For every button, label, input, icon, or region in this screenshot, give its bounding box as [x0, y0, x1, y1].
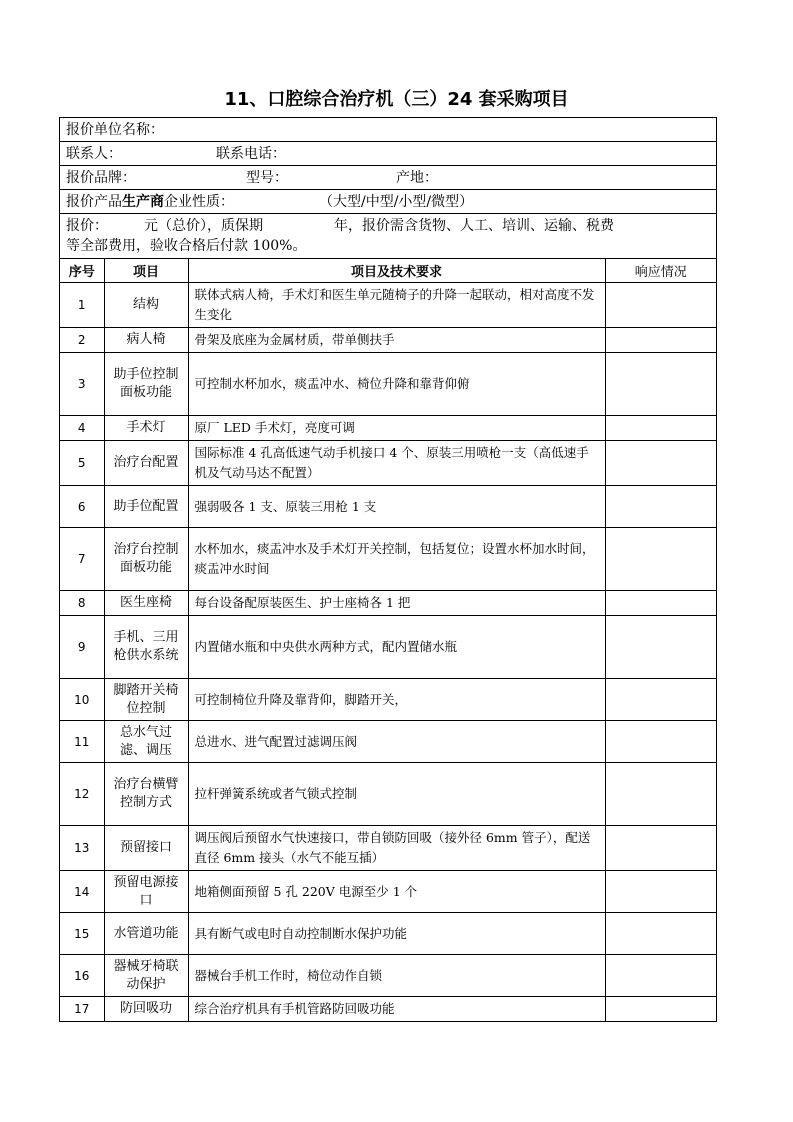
producer-prefix: 报价产品	[66, 194, 122, 210]
row-response[interactable]	[605, 486, 716, 528]
row-item: 总水气过滤、调压	[104, 721, 188, 763]
row-item: 预留接口	[104, 826, 188, 871]
row-no: 13	[60, 826, 104, 871]
header-item: 项目	[104, 259, 188, 283]
price-warranty: 元（总价），质保期	[144, 218, 263, 234]
row-requirement: 原厂 LED 手术灯，亮度可调	[188, 416, 605, 441]
page-title: 11、口腔综合治疗机（三）24 套采购项目	[224, 89, 569, 110]
contact-row	[60, 142, 716, 166]
row-item: 治疗台控制面板功能	[104, 528, 188, 591]
row-item: 结构	[104, 283, 188, 328]
row-no: 17	[60, 997, 104, 1022]
row-item: 器械牙椅联动保护	[104, 955, 188, 997]
row-requirement: 内置储水瓶和中央供水两种方式，配内置储水瓶	[188, 616, 605, 679]
row-no: 1	[60, 283, 104, 328]
table-row	[60, 486, 716, 528]
row-response[interactable]	[605, 721, 716, 763]
row-response[interactable]	[605, 416, 716, 441]
row-item: 预留电源接口	[104, 871, 188, 913]
row-response[interactable]	[605, 441, 716, 486]
row-item: 治疗台横臂控制方式	[104, 763, 188, 826]
table-row	[60, 328, 716, 353]
contact-label: 联系人：	[66, 146, 122, 162]
row-requirement: 水杯加水，痰盂冲水及手术灯开关控制，包括复位；设置水杯加水时间，痰盂冲水时间	[188, 528, 605, 591]
row-no: 6	[60, 486, 104, 528]
row-response[interactable]	[605, 826, 716, 871]
row-item: 防回吸功	[104, 997, 188, 1022]
row-item: 治疗台配置	[104, 441, 188, 486]
table-row	[60, 997, 716, 1022]
row-response[interactable]	[605, 871, 716, 913]
price-row	[60, 214, 716, 259]
row-item: 手术灯	[104, 416, 188, 441]
row-no: 11	[60, 721, 104, 763]
row-no: 10	[60, 679, 104, 721]
row-no: 7	[60, 528, 104, 591]
table-row	[60, 416, 716, 441]
producer-suffix: 企业性质：	[164, 194, 234, 210]
row-item: 医生座椅	[104, 591, 188, 616]
brand-row	[60, 166, 716, 190]
table-row	[60, 679, 716, 721]
table-row	[60, 528, 716, 591]
row-item: 助手位控制面板功能	[104, 353, 188, 416]
row-requirement: 调压阀后预留水气快速接口，带自锁防回吸（接外径 6mm 管子），配送直径 6mm 接头（水气不能互插）	[188, 826, 605, 871]
requirements-table	[60, 259, 716, 1021]
table-row	[60, 871, 716, 913]
price-includes: 年，报价需含货物、人工、培训、运输、税费	[334, 218, 614, 234]
table-row	[60, 913, 716, 955]
price-line2: 等全部费用，验收合格后付款 100%。	[66, 238, 307, 254]
row-item: 脚踏开关椅位控制	[104, 679, 188, 721]
procurement-form	[59, 117, 717, 1022]
row-response[interactable]	[605, 763, 716, 826]
row-no: 12	[60, 763, 104, 826]
unit-label: 报价单位名称：	[66, 122, 164, 138]
producer-bold: 生产商	[122, 194, 164, 210]
table-row	[60, 763, 716, 826]
row-item: 手机、三用枪供水系统	[104, 616, 188, 679]
row-no: 15	[60, 913, 104, 955]
origin-label: 产地：	[396, 170, 438, 186]
row-requirement: 总进水、进气配置过滤调压阀	[188, 721, 605, 763]
row-response[interactable]	[605, 353, 716, 416]
header-no: 序号	[60, 259, 104, 283]
row-requirement: 国际标准 4 孔高低速气动手机接口 4 个、原装三用喷枪一支（高低速手机及气动马达不配置）	[188, 441, 605, 486]
table-row	[60, 591, 716, 616]
table-row	[60, 616, 716, 679]
price-label: 报价：	[66, 218, 108, 234]
row-no: 5	[60, 441, 104, 486]
table-header-row	[60, 259, 716, 283]
table-row	[60, 826, 716, 871]
model-label: 型号：	[246, 170, 288, 186]
row-requirement: 可控制椅位升降及靠背仰，脚踏开关，	[188, 679, 605, 721]
row-item: 病人椅	[104, 328, 188, 353]
unit-row	[60, 118, 716, 142]
row-no: 14	[60, 871, 104, 913]
row-no: 9	[60, 616, 104, 679]
row-no: 4	[60, 416, 104, 441]
row-requirement: 拉杆弹簧系统或者气锁式控制	[188, 763, 605, 826]
row-requirement: 综合治疗机具有手机管路防回吸功能	[188, 997, 605, 1022]
row-response[interactable]	[605, 328, 716, 353]
row-item: 水管道功能	[104, 913, 188, 955]
row-requirement: 每台设备配原装医生、护士座椅各 1 把	[188, 591, 605, 616]
row-requirement: 可控制水杯加水，痰盂冲水、椅位升降和靠背仰俯	[188, 353, 605, 416]
phone-label: 联系电话：	[216, 146, 286, 162]
table-row	[60, 721, 716, 763]
row-requirement: 骨架及底座为金属材质，带单侧扶手	[188, 328, 605, 353]
row-response[interactable]	[605, 591, 716, 616]
row-no: 8	[60, 591, 104, 616]
row-response[interactable]	[605, 283, 716, 328]
row-response[interactable]	[605, 955, 716, 997]
row-no: 3	[60, 353, 104, 416]
producer-options: （大型/中型/小型/微型）	[319, 194, 474, 210]
row-requirement: 地箱侧面预留 5 孔 220V 电源至少 1 个	[188, 871, 605, 913]
row-no: 16	[60, 955, 104, 997]
header-requirement: 项目及技术要求	[188, 259, 605, 283]
row-response[interactable]	[605, 997, 716, 1022]
brand-label: 报价品牌：	[66, 170, 136, 186]
producer-row	[60, 190, 716, 214]
row-requirement: 具有断气或电时自动控制断水保护功能	[188, 913, 605, 955]
row-response[interactable]	[605, 528, 716, 591]
row-item: 助手位配置	[104, 486, 188, 528]
table-row	[60, 441, 716, 486]
table-row	[60, 283, 716, 328]
row-requirement: 器械台手机工作时，椅位动作自锁	[188, 955, 605, 997]
table-row	[60, 353, 716, 416]
row-response[interactable]	[605, 616, 716, 679]
row-response[interactable]	[605, 679, 716, 721]
row-requirement: 强弱吸各 1 支、原装三用枪 1 支	[188, 486, 605, 528]
header-response: 响应情况	[605, 259, 716, 283]
row-requirement: 联体式病人椅，手术灯和医生单元随椅子的升降一起联动，相对高度不发生变化	[188, 283, 605, 328]
table-row	[60, 955, 716, 997]
row-response[interactable]	[605, 913, 716, 955]
row-no: 2	[60, 328, 104, 353]
